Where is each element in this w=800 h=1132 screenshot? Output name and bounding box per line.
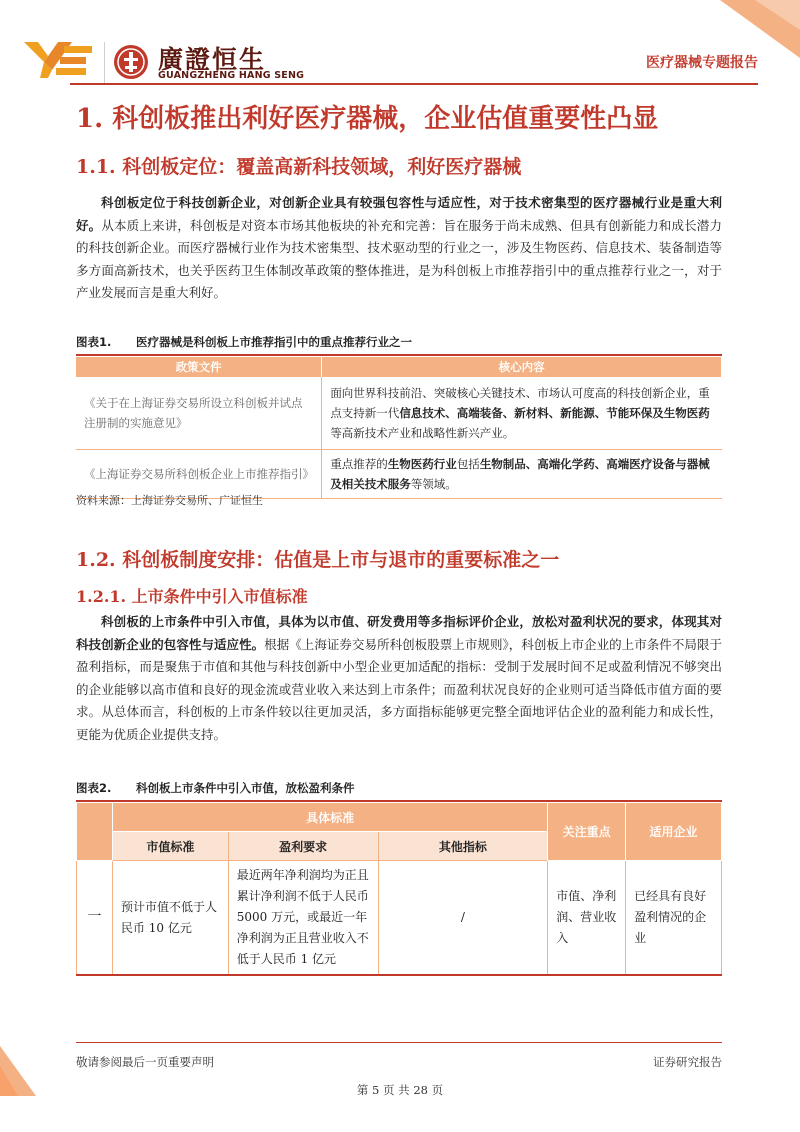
policy-doc: 《上海证券交易所科创板企业上市推荐指引》 bbox=[76, 450, 322, 499]
header-divider bbox=[70, 83, 758, 85]
criteria-header-row bbox=[77, 803, 722, 832]
policy-col-header: 政策文件 bbox=[76, 357, 322, 377]
footer-divider bbox=[76, 1042, 722, 1043]
other-header: 其他指标 bbox=[378, 832, 548, 861]
criteria-group-header: 具体标准 bbox=[112, 803, 547, 832]
policy-table-header bbox=[76, 357, 722, 377]
policy-table bbox=[76, 357, 722, 499]
mv-cell: 预计市值不低于人民币 10 亿元 bbox=[112, 861, 228, 976]
index-header bbox=[77, 803, 113, 861]
figure-1-source: 资料来源：上海证券交易所、广证恒生 bbox=[76, 494, 263, 507]
profit-header: 盈利要求 bbox=[228, 832, 378, 861]
section-title-1-2: 1.2. 科创板制度安排：估值是上市与退市的重要标准之一 bbox=[76, 549, 560, 571]
section-title-1: 1. 科创板推出利好医疗器械，企业估值重要性凸显 bbox=[76, 104, 659, 134]
page-number: 第 5 页 共 28 页 bbox=[356, 1083, 444, 1097]
company-name-en: GUANGZHENG HANG SENG bbox=[158, 70, 305, 81]
company-name-cn: 廣證恒生 bbox=[158, 45, 267, 74]
figure-2-caption: 科创板上市条件中引入市值，放松盈利条件 bbox=[136, 781, 355, 795]
figure-1-title bbox=[76, 334, 722, 356]
policy-doc: 《关于在上海证券交易所设立科创板并试点注册制的实施意见》 bbox=[76, 377, 322, 450]
paragraph-body: 根据《上海证券交易所科创板股票上市规则》，科创板上市企业的上市条件不局限于盈利指标，而是聚焦于市值和其他与科技创新中小型企业更加适配的指标：受制于发展时间不足或盈利情况不够突出的企业能够以高市值和良好的现金流或营业收入来达到上市条件；而盈利状况良好的企业则可适当降低市值方面的要求。从总体而言，科创板的上市条件较以往更加灵活，多方面指标能够更完整全面地评估企业的盈利能力和成长性，更能为优质企业提供支持。 bbox=[76, 636, 722, 742]
policy-col-header: 核心内容 bbox=[322, 357, 722, 377]
footer-decoration-inner bbox=[0, 1066, 18, 1096]
ye-logo-icon bbox=[24, 40, 94, 80]
paragraph-listing bbox=[76, 611, 722, 746]
policy-content: 重点推荐的生物医药行业包括生物制品、高端化学药、高端医疗设备与器械及相关技术服务等领域。 bbox=[322, 450, 722, 499]
policy-content: 面向世界科技前沿、突破核心关键技术、市场认可度高的科技创新企业，重点支持新一代信息技术、高端装备、新材料、新能源、节能环保及生物医药等高新技术产业和战略性新兴产业。 bbox=[322, 377, 722, 450]
focus-cell: 市值、净利润、营业收入 bbox=[548, 861, 626, 976]
figure-2-title bbox=[76, 780, 722, 802]
paragraph-lead: 科创板定位于科技创新企业，对创新企业具有较强包容性与适应性，对于技术密集型的医疗器械行业是重大利好。 bbox=[76, 195, 722, 233]
paragraph-body: 从本质上来讲，科创板是对资本市场其他板块的补充和完善：旨在服务于尚未成熟、但具有创新能力和成长潜力的科技创新企业。而医疗器械行业作为技术密集型、技术驱动型的行业之一，涉及生物医药、信息技术、装备制造等多方面高新技术，也关乎医药卫生体制改革政策的整体推进，是为科创板上市推荐指引中的重点推荐行业之一，对于产业发展而言是重大利好。 bbox=[76, 217, 722, 300]
figure-2-label: 图表2. bbox=[76, 781, 112, 795]
seal-logo-icon bbox=[113, 44, 149, 80]
paragraph-lead: 科创板的上市条件中引入市值，具体为以市值、研发费用等多指标评价企业，放松对盈利状况的要求，体现其对科技创新企业的包容性与适应性。 bbox=[76, 614, 722, 652]
logo-divider bbox=[104, 42, 105, 84]
other-cell: / bbox=[378, 861, 548, 976]
table-row bbox=[76, 377, 722, 450]
mv-header: 市值标准 bbox=[112, 832, 228, 861]
fit-header: 适用企业 bbox=[626, 803, 722, 861]
footer-report-type: 证券研究报告 bbox=[653, 1055, 722, 1069]
fit-cell: 已经具有良好盈利情况的企业 bbox=[626, 861, 722, 976]
focus-header: 关注重点 bbox=[548, 803, 626, 861]
listing-criteria-table bbox=[76, 802, 722, 976]
header-decoration-inner bbox=[755, 0, 800, 30]
figure-1-caption: 医疗器械是科创板上市推荐指引中的重点推荐行业之一 bbox=[136, 335, 412, 349]
section-title-1-2-1: 1.2.1. 上市条件中引入市值标准 bbox=[76, 587, 308, 606]
profit-cell: 最近两年净利润均为正且累计净利润不低于人民币 5000 万元，或最近一年净利润为正且营业收入不低于人民币 1 亿元 bbox=[228, 861, 378, 976]
footer-disclaimer: 敬请参阅最后一页重要声明 bbox=[76, 1055, 214, 1069]
row-index: 一 bbox=[77, 861, 113, 976]
report-name: 医疗器械专题报告 bbox=[646, 55, 758, 71]
section-title-1-1: 1.1. 科创板定位：覆盖高新科技领域，利好医疗器械 bbox=[76, 156, 522, 178]
paragraph-positioning bbox=[76, 192, 722, 305]
table-row bbox=[77, 861, 722, 976]
figure-1-label: 图表1. bbox=[76, 335, 112, 349]
